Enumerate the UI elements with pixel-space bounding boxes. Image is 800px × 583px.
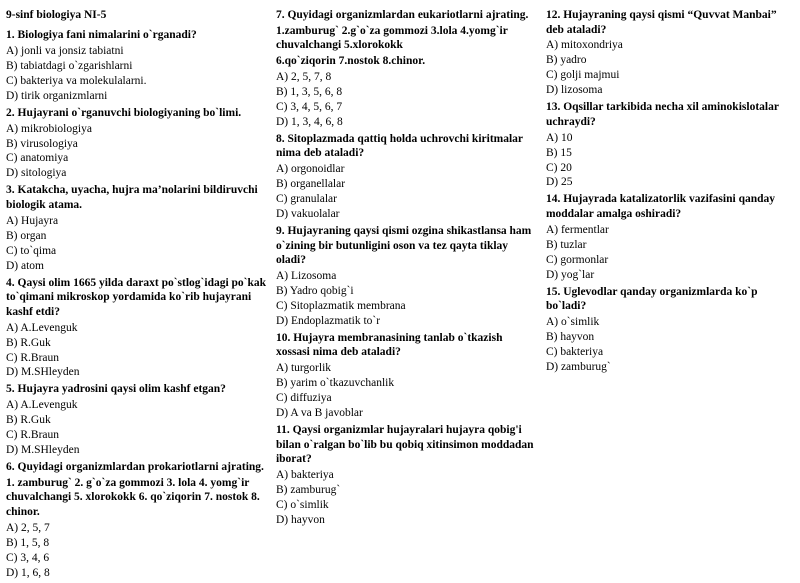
answer-option: C) o`simlik (275, 498, 329, 511)
answer-option: B) 15 (545, 146, 572, 159)
answer-option: B) hayvon (545, 330, 595, 343)
question-block (6, 28, 268, 103)
answer-option: B) R.Guk (6, 414, 51, 427)
answer-option: B) yadro (545, 54, 587, 67)
answer-option: D) lizosoma (545, 84, 603, 97)
answer-option: C) 3, 4, 6 (6, 551, 50, 564)
answer-option: D) vakuolalar (275, 207, 340, 220)
question-text: 14. Hujayrada katalizatorlik vazifasini qanday moddalar amalga oshiradi? (545, 193, 775, 221)
answer-option: A) orgonoidlar (275, 163, 345, 176)
question-text: 4. Qaysi olim 1665 yilda daraxt po`stlog`idagi po`kak to`qimani mikroskop yordamida ko`rib hujayrani kashf etdi? (6, 276, 267, 318)
quiz-column-1 (6, 8, 276, 583)
question-text: 9. Hujayraning qaysi qismi ozgina shikastlansa ham o`zining bir butunligini oson va tez qayta tiklay oladi? (275, 224, 532, 267)
question-block (276, 8, 538, 130)
answer-option: A) jonli va jonsiz tabiatni (6, 45, 124, 58)
answer-option: D) A va B javoblar (275, 406, 363, 419)
answer-option: B) virusologiya (6, 137, 78, 150)
answer-option: A) mitoxondriya (545, 39, 623, 52)
answer-option: A) mikrobiologiya (6, 122, 92, 135)
question-block (6, 183, 268, 273)
answer-option: B) Yadro qobig`i (275, 284, 354, 297)
answer-option: C) diffuziya (275, 392, 332, 405)
answer-option: D) zamburug` (545, 360, 611, 373)
question-block (6, 106, 268, 181)
page-title: 9-sinf biologiya NI-5 (6, 9, 107, 21)
answer-option-list: 1.zamburug` 2.g`o`za gommozi 3.lola 4.yomg`ir chuvalchangi 5.xlorokokk (275, 24, 508, 52)
answer-option: A) Lizosoma (275, 269, 337, 282)
answer-option: A) 2, 5, 7 (6, 521, 50, 534)
question-block (276, 224, 538, 329)
question-block (546, 8, 794, 98)
column-layout (6, 8, 794, 583)
answer-option: D) M.SHleyden (6, 366, 80, 379)
question-block (276, 331, 538, 421)
answer-option: D) 25 (545, 176, 573, 189)
answer-option: D) 1, 6, 8 (6, 566, 50, 579)
answer-option: B) zamburug` (275, 484, 341, 496)
answer-option: B) tabiatdagi o`zgarishlarni (6, 60, 133, 73)
answer-option: C) 3, 4, 5, 6, 7 (275, 100, 343, 113)
answer-option: D) yog`lar (545, 268, 595, 281)
question-block (546, 285, 794, 375)
question-text: 11. Qaysi organizmlar hujayralari hujayra qobig'i bilan o`ralgan bo`lib bu qobiq xitinsimon moddadan iborat? (275, 423, 534, 466)
answer-option: C) granulalar (275, 192, 337, 205)
question-block (276, 423, 538, 528)
answer-option: A) o`simlik (545, 316, 600, 328)
answer-option: A) 10 (545, 131, 573, 144)
question-block (6, 382, 268, 457)
question-block (546, 192, 794, 282)
answer-option: D) hayvon (275, 513, 325, 526)
answer-option: A) A.Levenguk (6, 399, 78, 412)
answer-option: C) gormonlar (545, 253, 609, 266)
question-text: 5. Hujayra yadrosini qaysi olim kashf etgan? (6, 383, 226, 396)
quiz-column-3 (546, 8, 794, 377)
answer-option: B) tuzlar (545, 238, 587, 251)
answer-option-list: 1. zamburug` 2. g`o`za gommozi 3. lola 4. yomg`ir chuvalchangi 5. xlorokokk 6. qo`ziqorin 7. nostok 8. chinor. (6, 476, 260, 519)
question-text: 10. Hujayra membranasining tanlab o`tkazish xossasi nima deb ataladi? (275, 331, 503, 359)
answer-option: C) R.Braun (6, 351, 60, 364)
answer-option: B) R.Guk (6, 336, 51, 349)
quiz-column-2 (276, 8, 546, 530)
question-text: 6. Quyidagi organizmlardan prokariotlarni ajrating. (6, 460, 264, 473)
question-text: 3. Katakcha, uyacha, hujra ma’nolarini bildiruvchi biologik atama. (6, 184, 258, 212)
answer-option: C) anatomiya (6, 152, 69, 165)
question-block (546, 100, 794, 190)
answer-option: A) Hujayra (6, 214, 59, 227)
answer-option: C) R.Braun (6, 429, 60, 441)
question-block (276, 132, 538, 222)
question-block (6, 460, 268, 581)
question-text: 15. Uglevodlar qanday organizmlarda ko`p bo`ladi? (545, 285, 758, 313)
question-block (6, 276, 268, 381)
question-text: 2. Hujayrani o`rganuvchi biologiyaning bo`limi. (6, 106, 242, 119)
question-text: 12. Hujayraning qaysi qismi “Quvvat Manbai” deb ataladi? (545, 9, 777, 36)
answer-option: B) 1, 5, 8 (6, 536, 50, 549)
answer-option: A) turgorlik (275, 362, 332, 375)
question-text: 7. Quyidagi organizmlardan eukariotlarni ajrating. (275, 9, 529, 21)
answer-option: B) organellalar (275, 178, 346, 190)
answer-option: B) organ (6, 229, 47, 242)
question-text: 13. Oqsillar tarkibida necha xil aminokislotalar uchraydi? (545, 101, 779, 128)
answer-option: B) 1, 3, 5, 6, 8 (275, 85, 343, 98)
answer-option-list: 6.qo`ziqorin 7.nostok 8.chinor. (275, 55, 426, 68)
answer-option: A) A.Levenguk (6, 321, 78, 334)
answer-option: A) bakteriya (275, 469, 334, 482)
answer-option: B) yarim o`tkazuvchanlik (275, 377, 395, 390)
answer-option: A) fermentlar (545, 223, 609, 236)
answer-option: A) 2, 5, 7, 8 (275, 70, 332, 83)
question-text: 1. Biologiya fani nimalarini o`rganadi? (6, 29, 197, 42)
answer-option: C) golji majmui (545, 69, 620, 82)
answer-option: C) bakteriya (545, 345, 604, 358)
answer-option: D) sitologiya (6, 167, 67, 180)
answer-option: D) Endoplazmatik to`r (275, 314, 381, 327)
answer-option: D) atom (6, 259, 45, 272)
answer-option: C) Sitoplazmatik membrana (275, 299, 406, 312)
answer-option: C) to`qima (6, 244, 57, 257)
answer-option: C) bakteriya va molekulalarni. (6, 74, 147, 87)
answer-option: C) 20 (545, 161, 572, 174)
answer-option: D) M.SHleyden (6, 443, 80, 456)
answer-option: D) tirik organizmlarni (6, 89, 108, 102)
question-text: 8. Sitoplazmada qattiq holda uchrovchi kiritmalar nima deb ataladi? (275, 132, 523, 160)
answer-option: D) 1, 3, 4, 6, 8 (275, 115, 343, 128)
